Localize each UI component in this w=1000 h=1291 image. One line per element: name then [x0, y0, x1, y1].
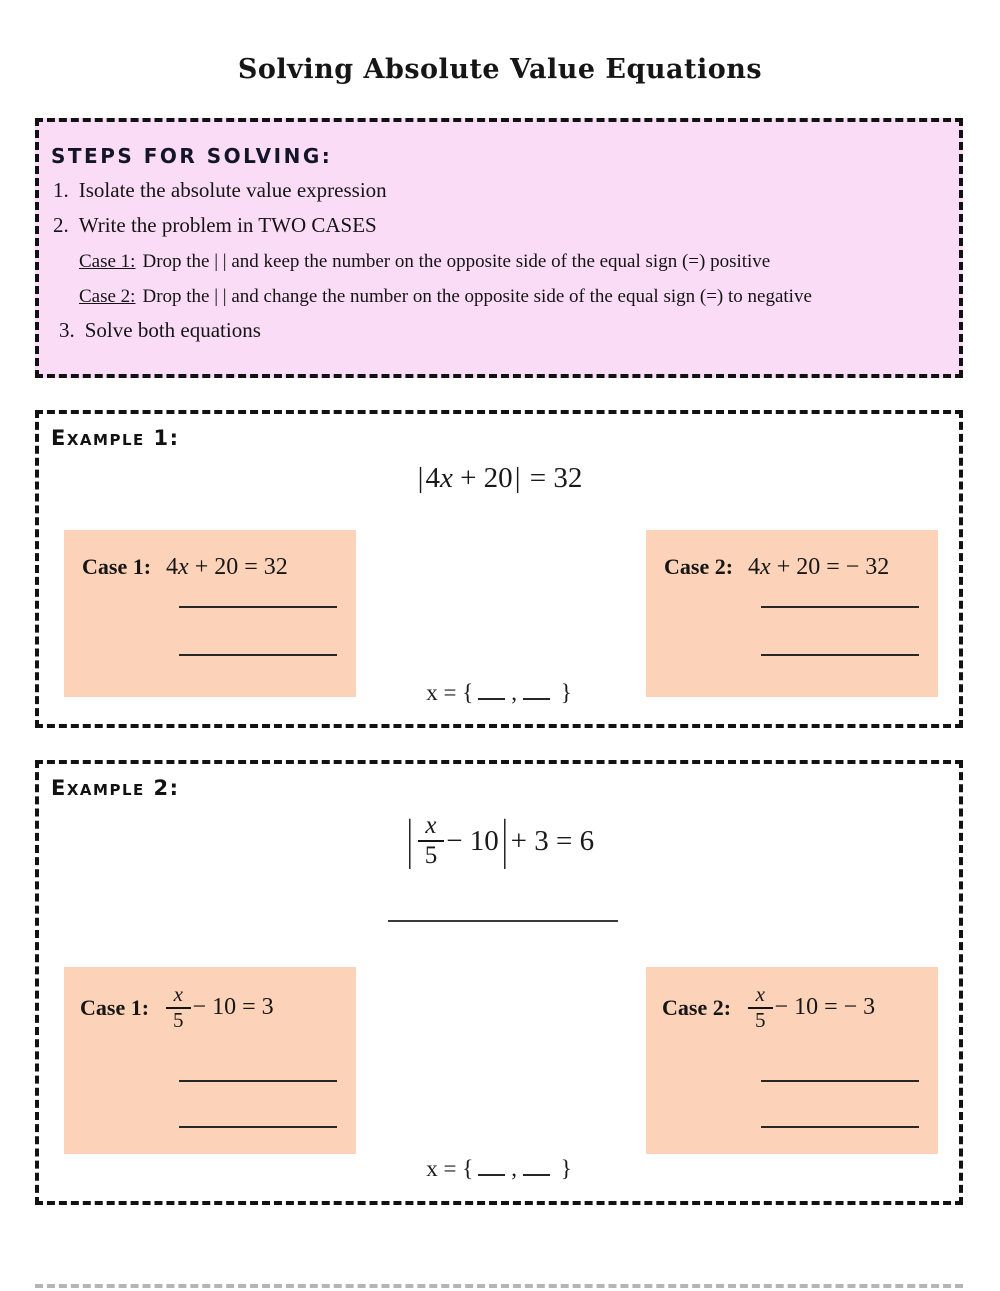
step-3-text: Solve both equations — [84, 318, 261, 342]
case2-rest: + 20 = − 32 — [770, 554, 890, 580]
steps-heading: STEPS FOR SOLVING: — [51, 144, 333, 168]
example1-case2-equation — [664, 554, 934, 581]
work-blank-line[interactable] — [179, 1126, 337, 1128]
next-section-border — [35, 1284, 963, 1288]
answer-open: x = { — [426, 1156, 474, 1181]
work-blank-line[interactable] — [761, 1080, 919, 1082]
case1-coeff: 4 — [166, 554, 179, 580]
steps-case-1-text: Drop the | | and keep the number on the opposite side of the equal sign (=) positive — [142, 251, 771, 272]
fraction-denominator: 5 — [748, 1007, 773, 1033]
answer-close: } — [560, 680, 572, 705]
case2-rest: − 10 = − 3 — [774, 994, 876, 1021]
answer-comma: , — [511, 680, 517, 705]
fraction — [166, 983, 191, 1032]
case1-rest: − 10 = 3 — [192, 994, 274, 1021]
example1-answer — [39, 680, 959, 706]
example1-case1-equation — [82, 554, 352, 581]
example1-heading: Example 1: — [51, 426, 180, 450]
example2-heading: Example 2: — [51, 776, 180, 800]
page-title: Solving Absolute Value Equations — [237, 54, 763, 85]
answer-comma: , — [511, 1156, 517, 1181]
abs-bar-close: | — [501, 809, 508, 871]
answer-blank-2[interactable] — [523, 1159, 550, 1176]
case1-rest: + 20 = 32 — [188, 554, 288, 580]
example2-answer — [39, 1156, 959, 1182]
case2-label: Case 2: — [662, 994, 732, 1020]
answer-blank-1[interactable] — [478, 1159, 505, 1176]
eq-tail: = 32 — [522, 462, 583, 494]
case2-coeff: 4 — [748, 554, 761, 580]
isolate-work-line[interactable] — [388, 920, 618, 922]
example1-case2-box — [646, 530, 938, 697]
step-2 — [53, 213, 949, 238]
example2-case2-equation — [662, 983, 934, 1032]
case1-variable: x — [178, 554, 189, 580]
example2-equation — [39, 806, 959, 876]
eq-mid: − 10 — [446, 824, 499, 857]
step-3 — [59, 318, 949, 343]
work-blank-line[interactable] — [761, 654, 919, 656]
eq-tail: + 3 = 6 — [510, 824, 595, 857]
example1-box — [35, 410, 963, 728]
work-blank-line[interactable] — [179, 606, 337, 608]
step-2-text: Write the problem in TWO CASES — [78, 213, 377, 237]
eq-coeff: 4 — [425, 462, 440, 494]
case2-variable: x — [760, 554, 771, 580]
example2-case1-box — [64, 967, 356, 1154]
fraction-numerator: x — [425, 812, 437, 839]
work-blank-line[interactable] — [761, 1126, 919, 1128]
eq-mid: + 20 — [452, 462, 513, 494]
example2-case1-equation — [80, 983, 352, 1032]
work-blank-line[interactable] — [179, 1080, 337, 1082]
case1-label: Case 1: — [80, 994, 150, 1020]
fraction-numerator: x — [173, 982, 183, 1006]
eq-variable: x — [439, 462, 453, 494]
abs-bar-close: | — [514, 462, 521, 494]
fraction-denominator: 5 — [418, 840, 445, 870]
fraction — [418, 812, 445, 870]
step-1-number: 1. — [53, 178, 69, 202]
answer-open: x = { — [426, 680, 474, 705]
step-2-number: 2. — [53, 213, 69, 237]
steps-case-2-text: Drop the | | and change the number on the opposite side of the equal sign (=) to negative — [142, 286, 812, 307]
case2-label: Case 2: — [664, 554, 734, 579]
work-blank-line[interactable] — [179, 654, 337, 656]
steps-box — [35, 118, 963, 378]
answer-blank-1[interactable] — [478, 683, 505, 700]
fraction-denominator: 5 — [166, 1007, 191, 1033]
step-1 — [53, 178, 949, 203]
step-1-text: Isolate the absolute value expression — [78, 178, 387, 202]
abs-bar-open: | — [406, 809, 413, 871]
example2-case2-box — [646, 967, 938, 1154]
answer-close: } — [560, 1156, 572, 1181]
example2-box — [35, 760, 963, 1205]
fraction-numerator: x — [755, 982, 765, 1006]
steps-case-2 — [79, 286, 949, 308]
fraction — [748, 983, 773, 1032]
steps-case-1-label: Case 1: — [79, 251, 136, 272]
case1-label: Case 1: — [82, 554, 152, 579]
example1-case1-box — [64, 530, 356, 697]
step-3-number: 3. — [59, 318, 75, 342]
example1-equation — [39, 462, 959, 495]
abs-bar-open: | — [417, 462, 424, 494]
steps-case-1 — [79, 251, 949, 273]
work-blank-line[interactable] — [761, 606, 919, 608]
answer-blank-2[interactable] — [523, 683, 550, 700]
steps-case-2-label: Case 2: — [79, 286, 136, 307]
